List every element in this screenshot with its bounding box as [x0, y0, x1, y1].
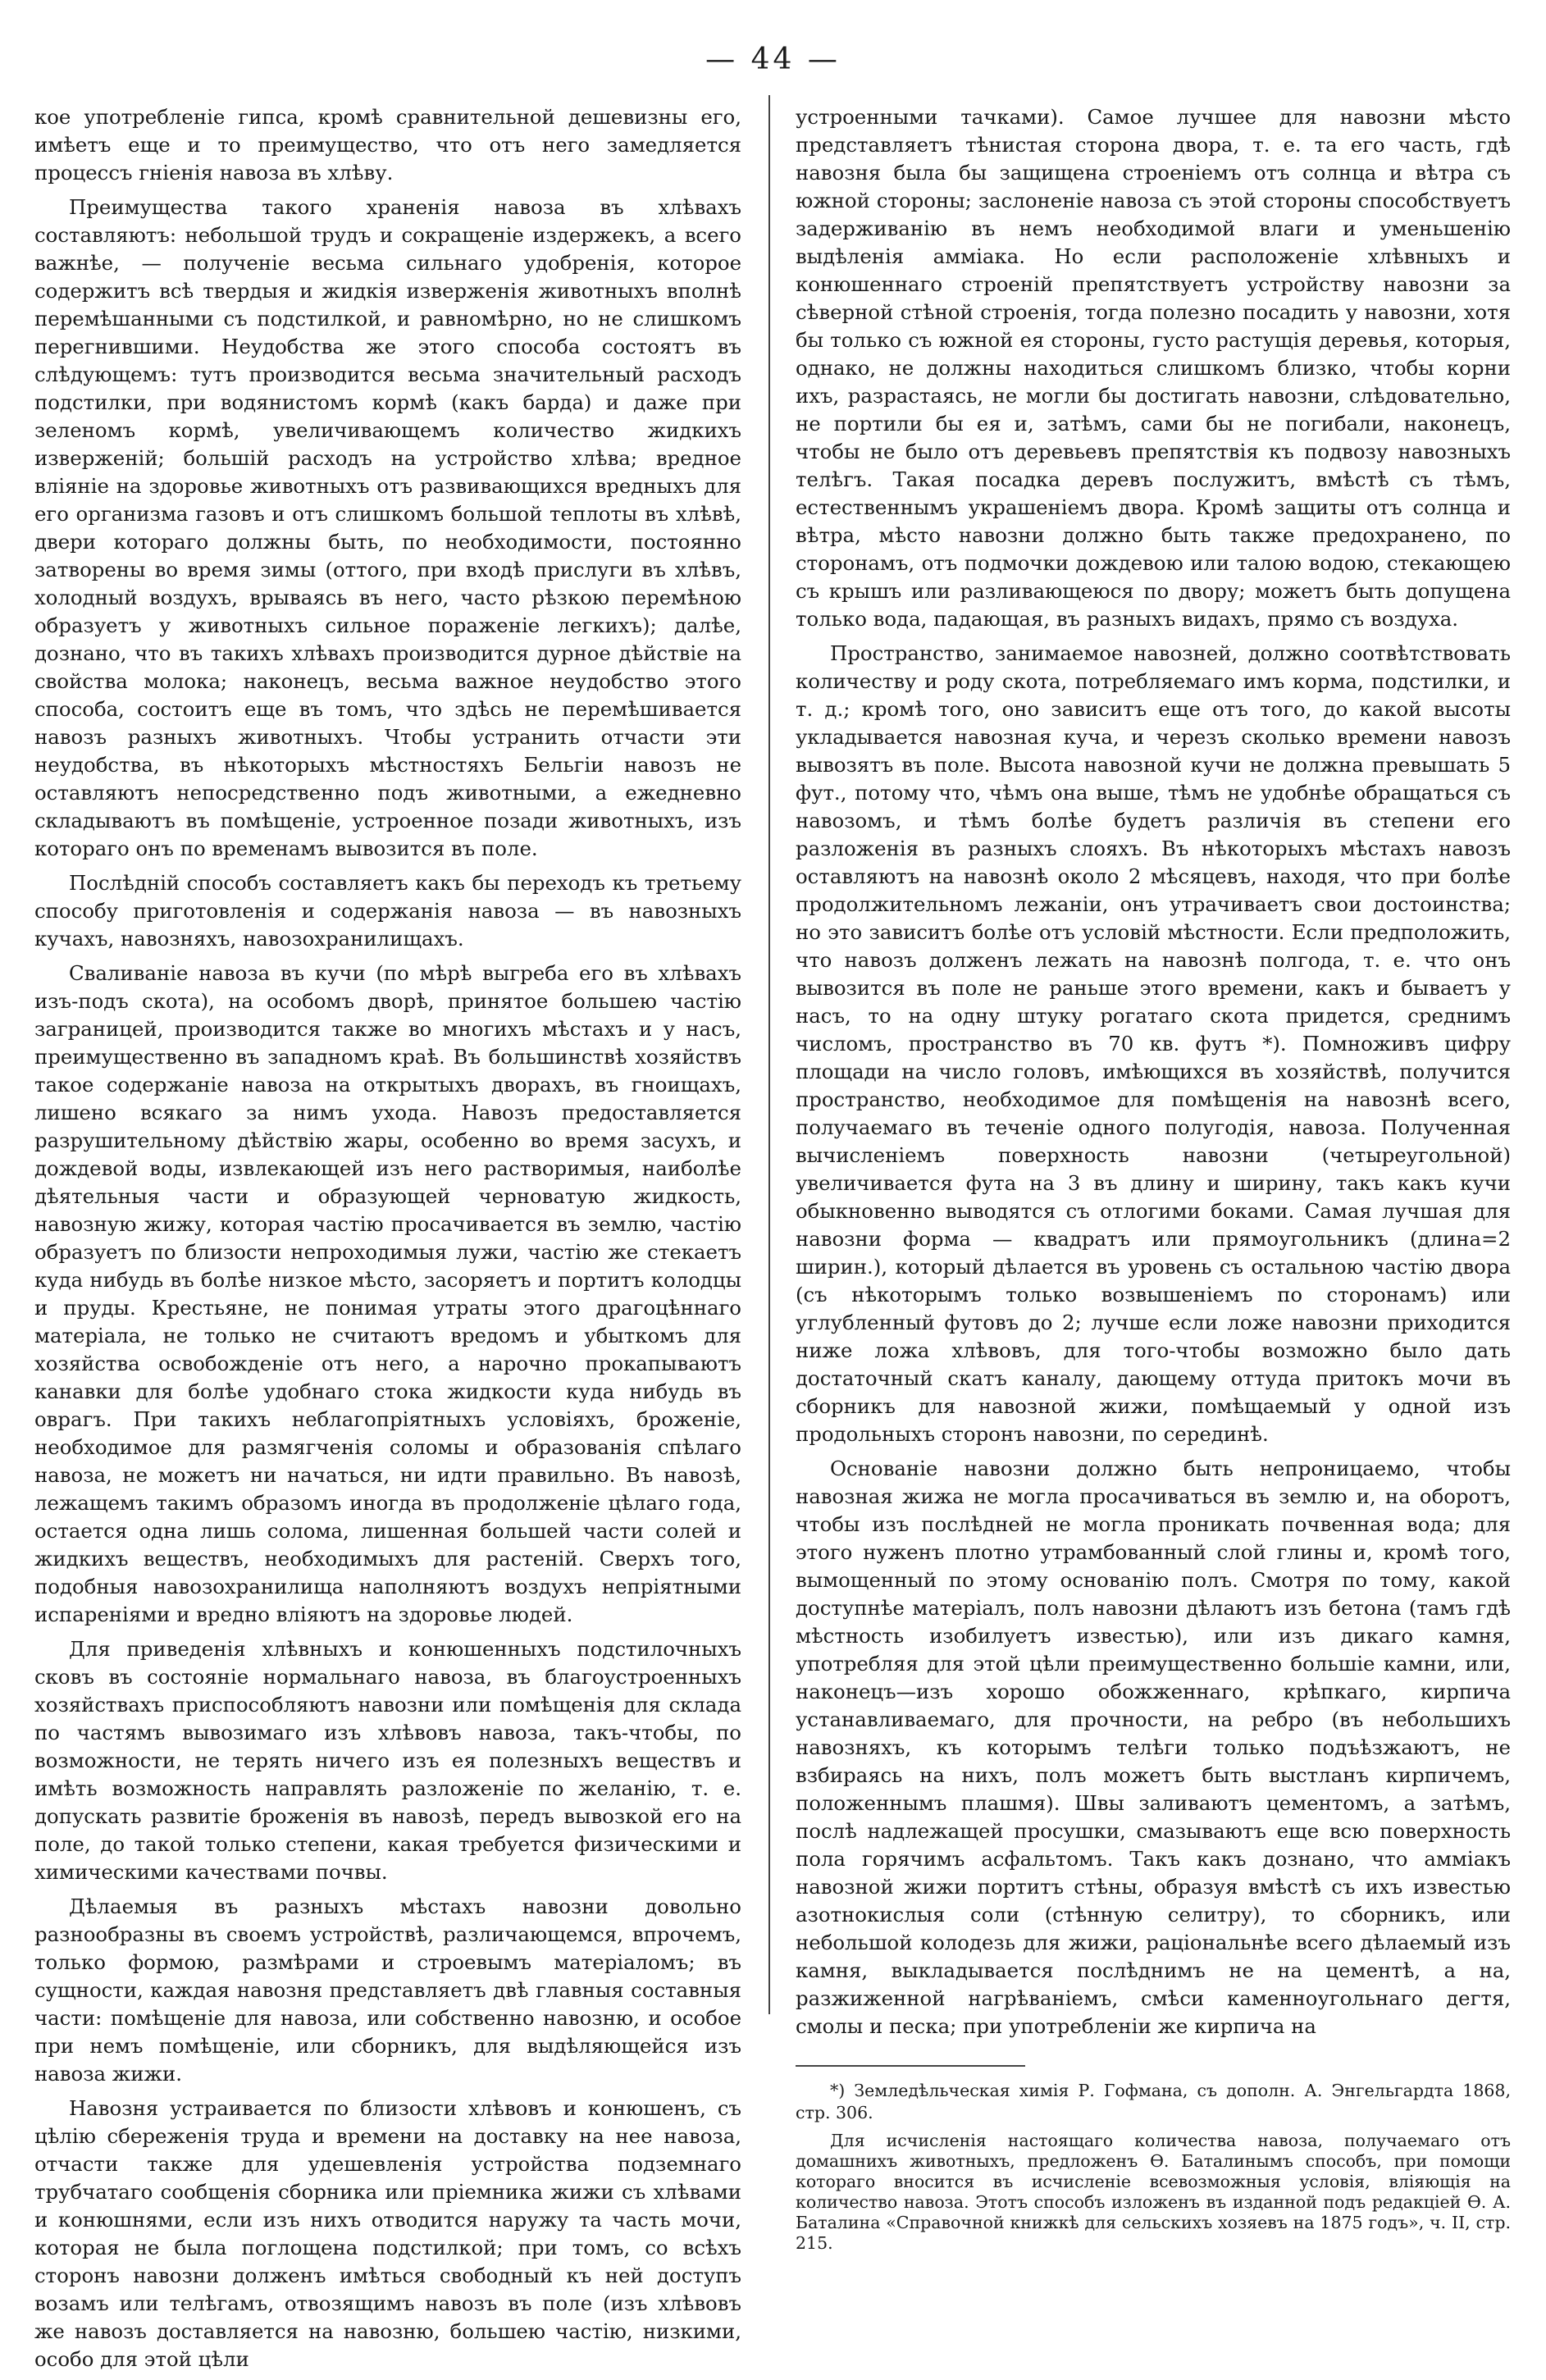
- column-divider: [768, 95, 770, 2014]
- footnote-rule: [796, 2065, 1025, 2067]
- left-column: [34, 103, 741, 2380]
- footnotes: [796, 2080, 1511, 2254]
- paragraph: Для приведенія хлѣвныхъ и конюшенныхъ подстилочныхъ сковъ въ состояніе нормальнаго навоза, въ благоустроенныхъ хозяйствахъ приспособляютъ навозни или помѣщенія для склада по частямъ вывозимаго изъ хлѣвовъ навоза, такъ-чтобы, по возможности, не терять ничего изъ ея полезныхъ веществъ и имѣть возможность направлять разложеніе по желанію, т. е. допускать развитіе броженія въ навозѣ, передъ вывозкой его на поле, до такой только степени, какая требуется физическими и химическими качествами почвы.: [34, 1637, 741, 1884]
- paragraph: Навозня устраивается по близости хлѣвовъ и конюшенъ, съ цѣлію сбереженія труда и времени на доставку на нее навоза, отчасти также для удешевленія устройства подземнаго трубчатаго сообщенія сборника или пріемника жижи съ хлѣвами и конюшнями, если изъ нихъ отводится наружу та часть мочи, которая не была поглощена подстилкой; при томъ, со всѣхъ сторонъ навозни долженъ имѣться свободный къ ней доступъ возамъ или телѣгамъ, отвозящимъ навозъ въ поле (изъ хлѣвовъ же навозъ доставляется на навозню, большею частію, низкими, особо для этой цѣли: [34, 2096, 741, 2371]
- footnote: *) Земледѣльческая химія Р. Гофмана, съ дополн. А. Энгельгардта 1868, стр. 306.: [796, 2081, 1511, 2122]
- footnote: Для исчисленія настоящаго количества навоза, получаемаго отъ домашнихъ животныхъ, предложенъ Ѳ. Баталинымъ способъ, при помощи котораго вносится въ исчисленіе всевозможныя условія, вліяющія на количество навоза. Этотъ способъ изложенъ въ изданной подъ редакціей Ѳ. А. Баталина «Справочной книжкѣ для сельскихъ хозяевъ на 1875 годъ», ч. II, стр. 215.: [796, 2131, 1511, 2253]
- paragraph: Послѣдній способъ составляетъ какъ бы переходъ къ третьему способу приготовленія и содержанія навоза — въ навозныхъ кучахъ, навозняхъ, навозохранилищахъ.: [34, 871, 741, 951]
- paragraph: Сваливаніе навоза въ кучи (по мѣрѣ выгреба его въ хлѣвахъ изъ-подъ скота), на особомъ дворѣ, принятое большею частію заграницей, производится также во многихъ мѣстахъ и у насъ, преимущественно въ западномъ краѣ. Въ большинствѣ хозяйствъ такое содержаніе навоза на открытыхъ дворахъ, въ гноищахъ, лишено всякаго за нимъ ухода. Навозъ предоставляется разрушительному дѣйствію жары, особенно во время засухъ, и дождевой воды, извлекающей изъ него растворимыя, наиболѣе дѣятельныя части и образующей черноватую жидкость, навозную жижу, которая частію просачивается въ землю, частію образуетъ по близости непроходимыя лужи, частію же стекаетъ куда нибудь въ болѣе низкое мѣсто, засоряетъ и портитъ колодцы и пруды. Крестьяне, не понимая утраты этого драгоцѣннаго матеріала, не только не считаютъ вредомъ и убыткомъ для хозяйства освобожденіе отъ него, а нарочно прокапываютъ канавки для болѣе удобнаго стока жидкости куда нибудь въ оврагъ. При такихъ неблагопріятныхъ условіяхъ, броженіе, необходимое для размягченія соломы и образованія спѣлаго навоза, не можетъ ни начаться, ни идти правильно. Въ навозѣ, лежащемъ такимъ образомъ иногда въ продолженіе цѣлаго года, остается одна лишь солома, лишенная большей части солей и жидкихъ веществъ, необходимыхъ для растеній. Сверхъ того, подобныя навозохранилища наполняютъ воздухъ непріятными испареніями и вредно вліяютъ на здоровье людей.: [34, 961, 741, 1626]
- paragraph: Дѣлаемыя въ разныхъ мѣстахъ навозни довольно разнообразны въ своемъ устройствѣ, различающемся, впрочемъ, только формою, размѣрами и строевымъ матеріаломъ; въ сущности, каждая навозня представляетъ двѣ главныя составныя части: помѣщеніе для навоза, или собственно навозню, и особое при немъ помѣщеніе, или сборникъ, для выдѣляющейся изъ навоза жижи.: [34, 1894, 741, 2086]
- right-column: [796, 103, 1511, 2260]
- paragraph: Пространство, занимаемое навозней, должно соотвѣтствовать количеству и роду скота, потребляемаго имъ корма, подстилки, и т. д.; кромѣ того, оно зависитъ еще отъ того, до какой высоты укладывается навозная куча, и черезъ сколько времени навозъ вывозятъ въ поле. Высота навозной кучи не должна превышать 5 фут., потому что, чѣмъ она выше, тѣмъ не удобнѣе обращаться съ навозомъ, и тѣмъ болѣе будетъ различія въ степени его разложенія въ разныхъ слояхъ. Въ нѣкоторыхъ мѣстахъ навозъ оставляютъ на навознѣ около 2 мѣсяцевъ, находя, что при болѣе продолжительномъ лежаніи, онъ утрачиваетъ свои достоинства; но это зависитъ болѣе отъ условій мѣстности. Если предположить, что навозъ долженъ лежать на навознѣ полгода, т. е. что онъ вывозится въ поле не раньше этого времени, какъ и бываетъ у насъ, то на одну штуку рогатаго скота придется, среднимъ числомъ, пространство въ 70 кв. футъ *). Помноживъ цифру площади на число головъ, имѣющихся въ хозяйствѣ, получится пространство, необходимое для помѣщенія на навознѣ всего, получаемаго въ теченіе одного полугодія, навоза. Полученная вычисленіемъ поверхность навозни (четыреугольной) увеличивается фута на 3 въ длину и ширину, такъ какъ кучи обыкновенно выводятся съ отлогими боками. Самая лучшая для навозни форма — квадратъ или прямоугольникъ (длина=2 ширин.), который дѣлается въ уровень съ остальною частію двора (съ нѣкоторымъ только возвышеніемъ по сторонамъ) или углубленный футовъ до 2; лучше если ложе навозни приходится ниже ложа хлѣвовъ, для того-чтобы возможно было дать достаточный скатъ каналу, дающему оттуда притокъ мочи въ сборникъ для навозной жижи, помѣщаемый у одной изъ продольныхъ сторонъ навозни, по серединѣ.: [796, 641, 1511, 1446]
- paragraph: кое употребленіе гипса, кромѣ сравнительной дешевизны его, имѣетъ еще и то преимущество, что отъ него замедляется процессъ гніенія навоза въ хлѣву.: [34, 105, 741, 185]
- paragraph: устроенными тачками). Самое лучшее для навозни мѣсто представляетъ тѣнистая сторона двора, т. е. та его часть, гдѣ навозня была бы защищена строеніемъ отъ солнца и вѣтра съ южной стороны; заслоненіе навоза съ этой стороны способствуетъ задерживанію въ немъ необходимой влаги и уменьшенію выдѣленія амміака. Но если расположеніе хлѣвныхъ и конюшеннаго строеній препятствуетъ устройству навозни за сѣверной стѣной строенія, тогда полезно посадить у навозни, хотя бы только съ южной ея стороны, густо растущія деревья, которыя, однако, не должны находиться слишкомъ близко, чтобы корни ихъ, разрастаясь, не могли бы достигать навозни, слѣдовательно, не портили бы ея и, затѣмъ, сами бы не погибали, наконецъ, чтобы не было отъ деревьевъ препятствія къ подвозу навозныхъ телѣгъ. Такая посадка деревъ послужитъ, вмѣстѣ съ тѣмъ, естественнымъ украшеніемъ двора. Кромѣ защиты отъ солнца и вѣтра, мѣсто навозни должно быть также предохранено, по сторонамъ, отъ подмочки дождевою или талою водою, стекающею съ крышъ или разливающеюся по двору; можетъ быть допущена только вода, падающая, въ разныхъ видахъ, прямо съ воздуха.: [796, 105, 1511, 631]
- paragraph: Преимущества такого храненія навоза въ хлѣвахъ составляютъ: небольшой трудъ и сокращеніе издержекъ, а всего важнѣе, — полученіе весьма сильнаго удобренія, которое содержитъ всѣ твердыя и жидкія изверженія животныхъ вполнѣ перемѣшанными съ подстилкой, и равномѣрно, но не слишкомъ перегнившими. Неудобства же этого способа состоятъ въ слѣдующемъ: тутъ производится весьма значительный расходъ подстилки, при водянистомъ кормѣ (какъ барда) и даже при зеленомъ кормѣ, увеличивающемъ количество жидкихъ изверженій; большій расходъ на устройство хлѣва; вредное вліяніе на здоровье животныхъ отъ развивающихся вредныхъ для его организма газовъ и отъ слишкомъ большой теплоты въ хлѣвѣ, двери котораго должны быть, по необходимости, постоянно затворены во время зимы (оттого, при входѣ прислуги въ хлѣвъ, холодный воздухъ, врываясь въ него, часто рѣзкою перемѣною образуетъ у животныхъ сильное пораженіе легкихъ); далѣе, дознано, что въ такихъ хлѣвахъ производится дурное дѣйствіе на свойства молока; наконецъ, весьма важное неудобство этого способа, состоитъ еще въ томъ, что здѣсь не перемѣшивается навозъ разныхъ животныхъ. Чтобы устранить отчасти эти неудобства, въ нѣкоторыхъ мѣстностяхъ Бельгіи навозъ не оставляютъ непосредственно подъ животными, а ежедневно складываютъ въ помѣщеніе, устроенное позади животныхъ, изъ котораго онъ по временамъ вывозится въ поле.: [34, 195, 741, 860]
- paragraph: Основаніе навозни должно быть непроницаемо, чтобы навозная жижа не могла просачиваться въ землю и, на оборотъ, чтобы изъ послѣдней не могла проникать почвенная вода; для этого нуженъ плотно утрамбованный слой глины и, кромѣ того, вымощенный по этому основанію полъ. Смотря по тому, какой доступнѣе матеріалъ, полъ навозни дѣлаютъ изъ бетона (тамъ гдѣ мѣстность изобилуетъ известью), или изъ дикаго камня, употребляя для этой цѣли преимущественно большіе камни, или, наконецъ—изъ хорошо обожженнаго, крѣпкаго, кирпича устанавливаемаго, для прочности, на ребро (въ небольшихъ навозняхъ, къ которымъ телѣги только подъѣзжаютъ, не взбираясь на нихъ, полъ можетъ быть выстланъ кирпичемъ, положеннымъ плашмя). Швы заливаютъ цементомъ, а затѣмъ, послѣ надлежащей просушки, смазываютъ еще всю поверхность пола горячимъ асфальтомъ. Такъ какъ дознано, что амміакъ навозной жижи портитъ стѣны, образуя вмѣстѣ съ ихъ известью азотнокислыя соли (стѣнную селитру), то сборникъ, или небольшой колодезь для жижи, раціональнѣе всего дѣлаемый изъ камня, выкладывается послѣднимъ не на цементѣ, а на, разжиженной нагрѣваніемъ, смѣси каменноугольнаго дегтя, смолы и песка; при употребленіи же кирпича на: [796, 1457, 1511, 2038]
- page-number: — 44 —: [705, 43, 841, 76]
